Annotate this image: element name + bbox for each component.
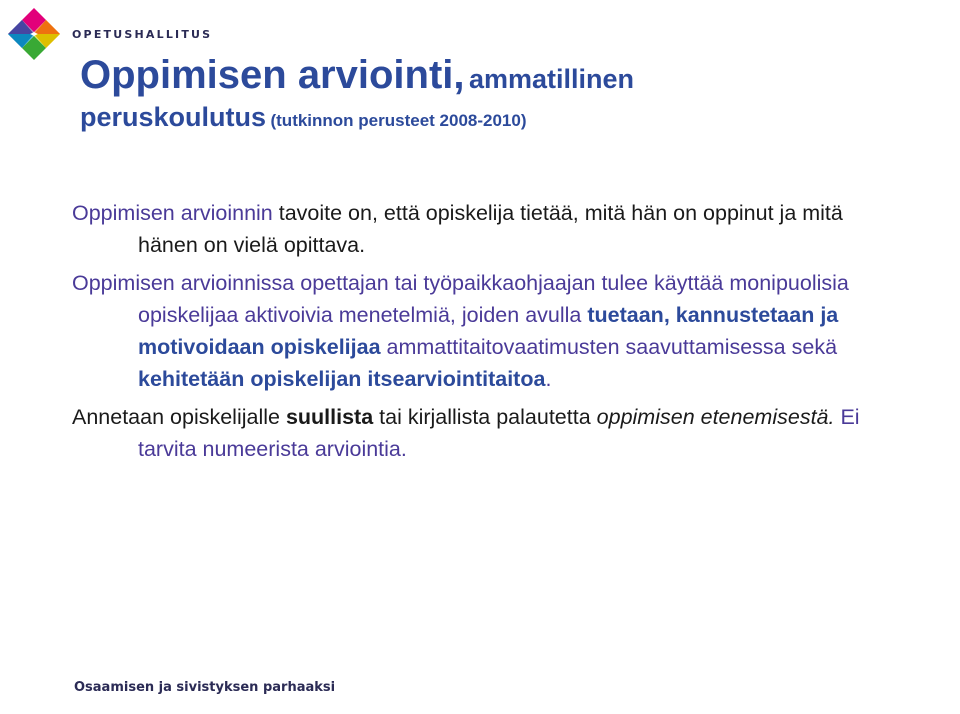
p3-italic: oppimisen etenemisestä.	[596, 405, 835, 429]
slide-title	[80, 55, 920, 131]
paragraph-1	[72, 197, 902, 261]
p2-bold-a: tuetaan, kannustetaan ja motivoidaan opiskelijaa	[138, 303, 839, 359]
p2-text-a: Oppimisen arvioinnissa opettajan tai työpaikkaohjaajan tulee käyttää monipuolisia opiskelijaa aktivoivia menetelmiä, joiden avulla	[72, 271, 849, 327]
p3-highlight: Ei tarvita numeerista arviointia.	[138, 405, 860, 461]
title-sub-1: ammatillinen	[468, 64, 635, 94]
title-note: (tutkinnon perusteet 2008-2010)	[270, 111, 527, 130]
diamond-logo-icon	[6, 6, 62, 62]
p3-text-b: tai kirjallista palautetta	[373, 405, 597, 429]
p3-bold: suullista	[285, 405, 374, 429]
paragraph-2	[72, 267, 902, 395]
logo-wordmark: OPETUSHALLITUS	[72, 27, 213, 41]
p3-text-a: Annetaan opiskelijalle	[72, 405, 286, 429]
p2-text-b: ammattitaitovaatimusten saavuttamisessa sekä	[380, 335, 838, 359]
p1-text: tavoite on, että opiskelija tietää, mitä hän on oppinut ja mitä hänen on vielä opittava.	[138, 201, 843, 257]
title-main: Oppimisen arviointi,	[80, 53, 465, 97]
footer-tagline: Osaamisen ja sivistyksen parhaaksi	[74, 680, 336, 695]
p2-end: .	[545, 367, 552, 391]
p1-highlight: Oppimisen arvioinnin	[72, 201, 273, 225]
p2-bold-b: kehitetään opiskelijan itsearviointitaitoa	[138, 367, 546, 391]
paragraph-3	[72, 401, 902, 465]
title-sub-2: peruskoulutus	[80, 102, 267, 132]
slide-body	[72, 197, 902, 465]
